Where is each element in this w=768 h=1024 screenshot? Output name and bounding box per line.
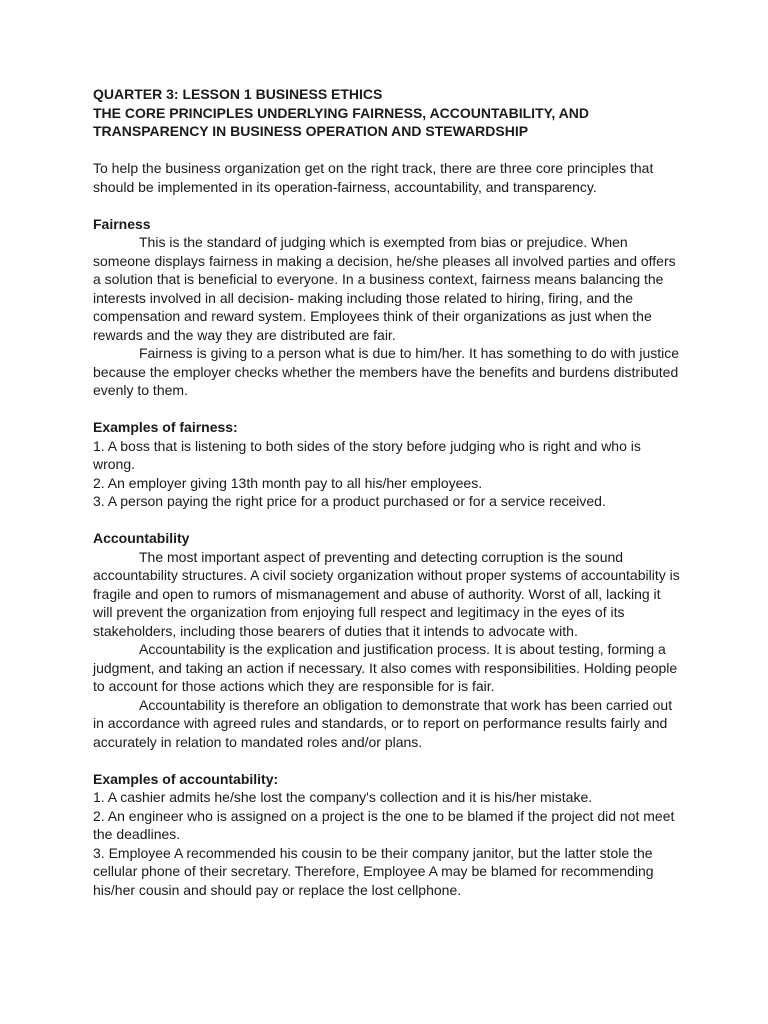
fairness-examples-heading: Examples of fairness: xyxy=(93,419,238,435)
accountability-heading: Accountability xyxy=(93,530,190,546)
accountability-paragraph: The most important aspect of preventing and detecting corruption is the sound accountability structures. A civil society organization without proper systems of accountability is fragile and open to rumors of mismanagement and abuse of authority. Worst of all, lacking it will prevent the organization from enjoying full respect and legitimacy in the eyes of its stakeholders, including those bearers of duties that it intends to advocate with. xyxy=(93,548,680,639)
accountability-examples-heading: Examples of accountability: xyxy=(93,770,279,787)
accountability-section xyxy=(93,529,683,899)
list-item: 3. A person paying the right price for a product purchased or for a service received. xyxy=(93,493,606,509)
fairness-paragraph: This is the standard of judging which is exempted from bias or prejudice. When someone displays fairness in making a decision, he/she pleases all involved parties and offers a solution that is beneficial to everyone. In a business context, fairness means balancing the interests involved in all decision- making including those related to hiring, firing, and the compensation and reward system. Employees think of their organizations as just when the rewards and the way they are distributed are fair. xyxy=(93,234,676,343)
list-item: 2. An engineer who is assigned on a project is the one to be blamed if the project did not meet the deadlines. xyxy=(93,807,675,842)
list-item: 2. An employer giving 13th month pay to all his/her employees. xyxy=(93,474,483,491)
accountability-examples-list xyxy=(93,788,683,899)
fairness-section xyxy=(93,215,683,511)
fairness-heading: Fairness xyxy=(93,215,151,232)
spacer xyxy=(93,511,683,530)
spacer xyxy=(93,751,683,770)
intro-paragraph: To help the business organization get on the right track, there are three core principles that should be implemented in its operation-fairness, accountability, and transparency. xyxy=(93,160,654,195)
document-page xyxy=(93,85,683,899)
fairness-paragraph: Fairness is giving to a person what is due to him/her. It has something to do with justice because the employer checks whether the members have the benefits and burdens distributed evenly to them. xyxy=(93,345,680,398)
accountability-paragraph: Accountability is the explication and justification process. It is about testing, forming a judgment, and taking an action if necessary. It also comes with responsibilities. Holding people to account for those actions which they are responsible for is fair. xyxy=(93,641,678,694)
spacer xyxy=(93,400,683,419)
list-item: 1. A boss that is listening to both sides of the story before judging who is right and who is wrong. xyxy=(93,437,641,472)
spacer xyxy=(93,141,683,160)
lesson-subtitle: THE CORE PRINCIPLES UNDERLYING FAIRNESS, ACCOUNTABILITY, AND TRANSPARENCY IN BUSINESS OPERATION AND STEWARDSHIP xyxy=(93,104,590,139)
list-item: 1. A cashier admits he/she lost the company's collection and it is his/her mistake. xyxy=(93,789,593,805)
list-item: 3. Employee A recommended his cousin to be their company janitor, but the latter stole the cellular phone of their secretary. Therefore, Employee A may be blamed for recommending his/her cousin and should pay or replace the lost cellphone. xyxy=(93,844,654,898)
fairness-examples-list xyxy=(93,437,683,511)
accountability-paragraph: Accountability is therefore an obligation to demonstrate that work has been carried out in accordance with agreed rules and standards, or to report on performance results fairly and accurately in relation to mandated roles and/or plans. xyxy=(93,696,673,750)
lesson-title: QUARTER 3: LESSON 1 BUSINESS ETHICS xyxy=(93,86,383,102)
spacer xyxy=(93,196,683,215)
